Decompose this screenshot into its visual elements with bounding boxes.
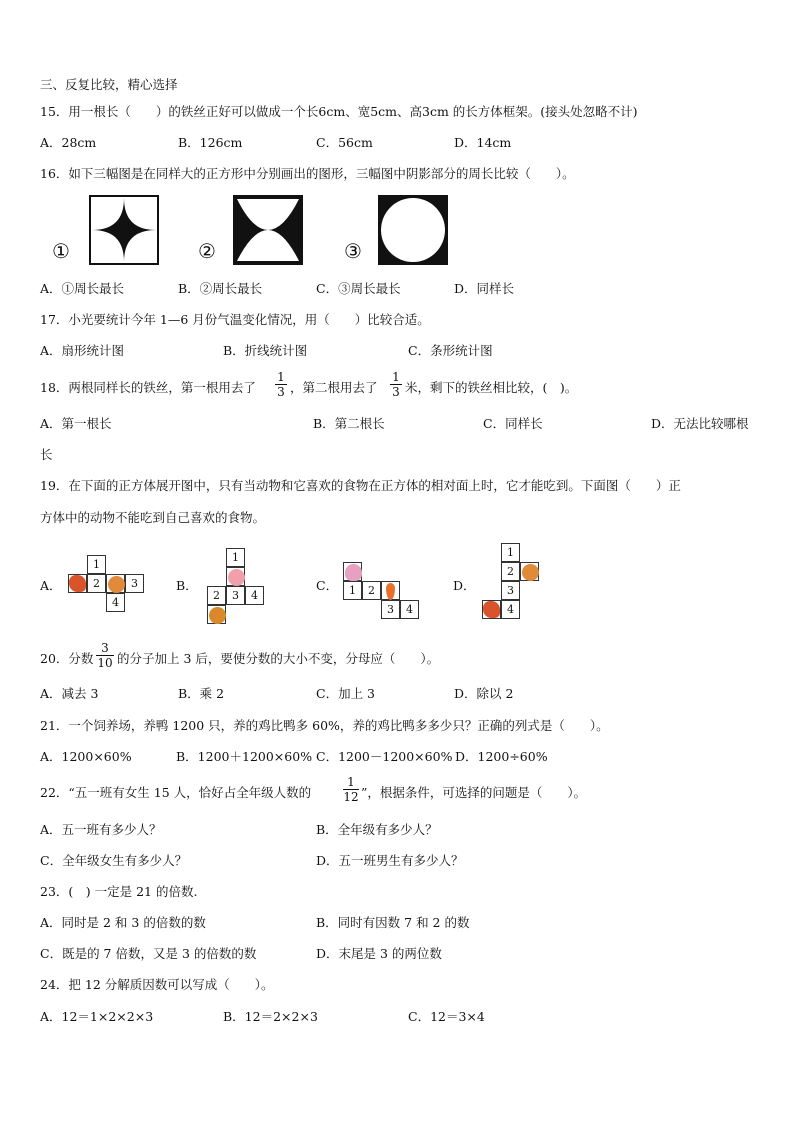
- q18-fraction-1: [274, 370, 288, 399]
- q20-option-d[interactable]: D．除以 2: [454, 686, 514, 701]
- q19-stem-line1: 19．在下面的正方体展开图中，只有当动物和它喜欢的食物在正方体的相对面上时，它才能吃到。下面图（ ）正: [40, 478, 681, 493]
- net-b-cell-2: 2: [207, 586, 226, 605]
- q18-fraction-1-denominator: 3: [275, 384, 287, 399]
- q23-stem: 23．( ) 一定是 21 的倍数.: [40, 884, 198, 899]
- q16-label-2: ②: [198, 239, 216, 263]
- q22-stem-part2: ”，根据条件，可选择的问题是（ ）。: [361, 785, 587, 800]
- q24-option-c[interactable]: C．12＝3×4: [408, 1009, 485, 1024]
- q17-stem: 17．小光要统计今年 1—6 月份气温变化情况，用（ ）比较合适。: [40, 312, 430, 327]
- net-a-cell-4: 4: [106, 593, 125, 612]
- q22-option-b[interactable]: B．全年级有多少人？: [316, 822, 438, 837]
- section-title: 三、反复比较，精心选择: [40, 77, 178, 92]
- q20-option-a[interactable]: A．减去 3: [40, 686, 99, 701]
- net-c-cell-1: 1: [343, 581, 362, 600]
- q23-option-c[interactable]: C．既是的 7 倍数，又是 3 的倍数的数: [40, 946, 257, 961]
- net-d-cell-1: 1: [501, 543, 520, 562]
- q20-stem-part2: 的分子加上 3 后，要使分数的大小不变，分母应（ ）。: [117, 651, 440, 666]
- net-a-cell-animal: [68, 574, 87, 593]
- net-c-cell-food: [381, 581, 400, 600]
- q21-stem: 21．一个饲养场，养鸭 1200 只，养的鸡比鸭多 60%，养的鸡比鸭多多少只？正确的列式是（ ）。: [40, 718, 609, 733]
- q18-fraction-2-denominator: 3: [390, 384, 402, 399]
- q17-option-a[interactable]: A．扇形统计图: [40, 343, 125, 358]
- q24-option-b[interactable]: B．12＝2×2×3: [223, 1009, 318, 1024]
- q15-option-d[interactable]: D．14cm: [454, 135, 512, 150]
- q20-stem-part1: 20．分数: [40, 651, 94, 666]
- q15-stem: 15．用一根长（ ）的铁丝正好可以做成一个长6cm、宽5cm、高3cm 的长方体框架。(接头处忽略不计): [40, 104, 638, 119]
- q18-stem-part2: ，第二根用去了: [290, 380, 378, 395]
- net-b-cell-3: 3: [226, 586, 245, 605]
- q20-option-c[interactable]: C．加上 3: [316, 686, 375, 701]
- q23-option-a[interactable]: A．同时是 2 和 3 的倍数的数: [40, 915, 206, 930]
- q18-stem-part1: 18．两根同样长的铁丝，第一根用去了: [40, 380, 256, 395]
- q20-option-b[interactable]: B．乘 2: [178, 686, 225, 701]
- net-c-cell-3: 3: [381, 600, 400, 619]
- q23-option-d[interactable]: D．末尾是 3 的两位数: [316, 946, 442, 961]
- q19-option-d[interactable]: D．: [453, 578, 476, 593]
- q16-label-1: ①: [52, 239, 70, 263]
- q18-option-a[interactable]: A．第一根长: [40, 416, 112, 431]
- q16-stem: 16．如下三幅图是在同样大的正方形中分别画出的图形，三幅图中阴影部分的周长比较（ ）。: [40, 166, 575, 181]
- q22-option-c[interactable]: C．全年级女生有多少人？: [40, 853, 188, 868]
- q18-fraction-1-numerator: 1: [277, 370, 285, 384]
- net-a-cell-1: 1: [87, 555, 106, 574]
- q16-label-3: ③: [344, 239, 362, 263]
- net-d-cell-4: 4: [501, 600, 520, 619]
- q22-option-a[interactable]: A．五一班有多少人？: [40, 822, 162, 837]
- q16-option-d[interactable]: D．同样长: [454, 281, 515, 296]
- q18-fraction-2-numerator: 1: [392, 370, 400, 384]
- q17-option-b[interactable]: B．折线统计图: [223, 343, 308, 358]
- q20-fraction: [95, 641, 115, 670]
- q18-option-b[interactable]: B．第二根长: [313, 416, 385, 431]
- q22-fraction-denominator: 12: [343, 790, 359, 804]
- net-b-cell-4: 4: [245, 586, 264, 605]
- q22-fraction-numerator: 1: [347, 775, 355, 789]
- net-d-cell-2: 2: [501, 562, 520, 581]
- q21-option-b[interactable]: B．1200＋1200×60%: [176, 749, 313, 764]
- q16-option-c[interactable]: C．③周长最长: [316, 281, 401, 296]
- q18-stem-part3: 米，剩下的铁丝相比较，( )。: [405, 380, 578, 395]
- net-a-cell-2: 2: [87, 574, 106, 593]
- q15-option-b[interactable]: B．126cm: [178, 135, 243, 150]
- q20-fraction-numerator: 3: [101, 641, 109, 655]
- q15-option-a[interactable]: A．28cm: [40, 135, 97, 150]
- q22-fraction: [342, 775, 360, 804]
- net-c-cell-2: 2: [362, 581, 381, 600]
- q16-figure-3: [378, 195, 448, 265]
- q22-option-d[interactable]: D．五一班男生有多少人？: [316, 853, 464, 868]
- net-d-cell-3: 3: [501, 581, 520, 600]
- q19-stem-line2: 方体中的动物不能吃到自己喜欢的食物。: [40, 510, 266, 525]
- q18-option-d-continued: 长: [40, 447, 53, 462]
- q24-stem: 24．把 12 分解质因数可以写成（ ）。: [40, 977, 274, 992]
- q18-option-c[interactable]: C．同样长: [483, 416, 543, 431]
- q18-option-d[interactable]: D．无法比较哪根: [651, 416, 749, 431]
- q24-option-a[interactable]: A．12＝1×2×2×3: [40, 1009, 154, 1024]
- net-d-cell-animal: [482, 600, 501, 619]
- q21-option-a[interactable]: A．1200×60%: [40, 749, 132, 764]
- net-b-cell-animal: [207, 605, 226, 624]
- q16-option-b[interactable]: B．②周长最长: [178, 281, 263, 296]
- q17-option-c[interactable]: C．条形统计图: [408, 343, 493, 358]
- q18-fraction-2: [389, 370, 403, 399]
- net-a-cell-3: 3: [125, 574, 144, 593]
- q16-option-a[interactable]: A．①周长最长: [40, 281, 125, 296]
- q19-option-b[interactable]: B．: [176, 578, 198, 593]
- net-a-cell-food: [106, 574, 125, 593]
- net-d-cell-food: [520, 562, 539, 581]
- q23-option-b[interactable]: B．同时有因数 7 和 2 的数: [316, 915, 470, 930]
- q21-option-c[interactable]: C．1200－1200×60%: [316, 749, 453, 764]
- q16-figure-2: [233, 195, 303, 265]
- q15-option-c[interactable]: C．56cm: [316, 135, 373, 150]
- net-b-cell-1: 1: [226, 548, 245, 567]
- q19-option-c[interactable]: C．: [316, 578, 339, 593]
- q21-option-d[interactable]: D．1200÷60%: [455, 749, 548, 764]
- q22-stem-part1: 22．“五一班有女生 15 人，恰好占全年级人数的: [40, 785, 312, 800]
- q16-figure-1: [89, 195, 159, 265]
- net-c-cell-animal: [343, 562, 362, 581]
- q20-fraction-denominator: 10: [97, 656, 113, 670]
- net-c-cell-4: 4: [400, 600, 419, 619]
- net-b-cell-food: [226, 567, 245, 586]
- q19-option-a[interactable]: A．: [40, 578, 62, 593]
